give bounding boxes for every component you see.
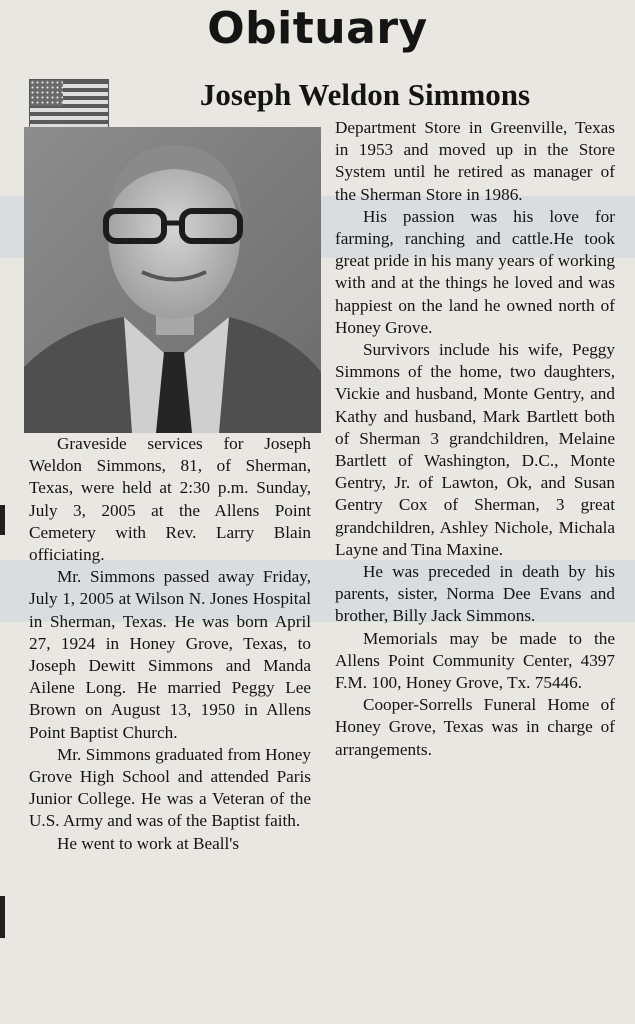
paragraph-memorials: Memorials may be made to the Allens Point Community Center, 4397 F.M. 100, Honey Grove, Tx. 75446. (335, 628, 615, 693)
page-edge-mark (0, 505, 5, 535)
american-flag-icon (29, 79, 109, 131)
paragraph-preceded: He was preceded in death by his parents, sister, Norma Dee Evans and brother, Billy Jack Simmons. (335, 562, 615, 626)
paragraph-survivors: Survivors include his wife, Peggy Simmons of the home, two daughters, Vickie and husband, Monte Gentry, and Kathy and husband, Mark Bartlett both of Sherman 3 grandchildren, Melaine Bartlett of Washington, D.C., Monte Gentry, Jr. of Lawton, Ok, and Susan Gentry Cox of Sherman, 3 great grandchildren, Ashley Nichole, Michala Layne and Tina Maxine. (335, 340, 615, 559)
paragraph-education: Mr. Simmons graduated from Honey Grove High School and attended Paris Junior College. He was a Veteran of the U.S. Army and was of the Baptist faith. (29, 744, 311, 831)
page-edge-mark (0, 896, 5, 938)
paragraph-career-start: He went to work at Beall's (57, 833, 240, 853)
obituary-left-column (29, 433, 311, 855)
paragraph-graveside-services: Graveside services for Joseph Weldon Simmons, 81, of Sherman, Texas, were held at 2:30 p.m. Sunday, July 3, 2005 at the Allens Point Cemetery with Rev. Larry Blain officiating. (29, 434, 311, 565)
masthead-title: Obituary (207, 3, 428, 54)
paragraph-passing: Mr. Simmons passed away Friday, July 1, 2005 at Wilson N. Jones Hospital in Sherman, Texas. He was born April 27, 1924 in Honey Grove, Texas, to Joseph Dewitt Simmons and Manda Ailene Long. He married Peggy Lee Brown on August 13, 1950 in Allens Point Baptist Church. (29, 567, 311, 742)
paragraph-funeral-home: Cooper-Sorrells Funeral Home of Honey Grove, Texas was in charge of arrangements. (335, 695, 615, 759)
paragraph-career-continued: Department Store in Greenville, Texas in 1953 and moved up in the Store System until he retired as manager of the Sherman Store in 1986. (335, 118, 615, 204)
deceased-name-headline: Joseph Weldon Simmons (199, 77, 531, 112)
paragraph-passion: His passion was his love for farming, ranching and cattle.He took great pride in his many years of working with and at the things he loved and was happiest on the land he owned north of Honey Grove. (335, 206, 615, 337)
portrait-photo (24, 127, 321, 433)
obituary-right-column (335, 117, 615, 761)
